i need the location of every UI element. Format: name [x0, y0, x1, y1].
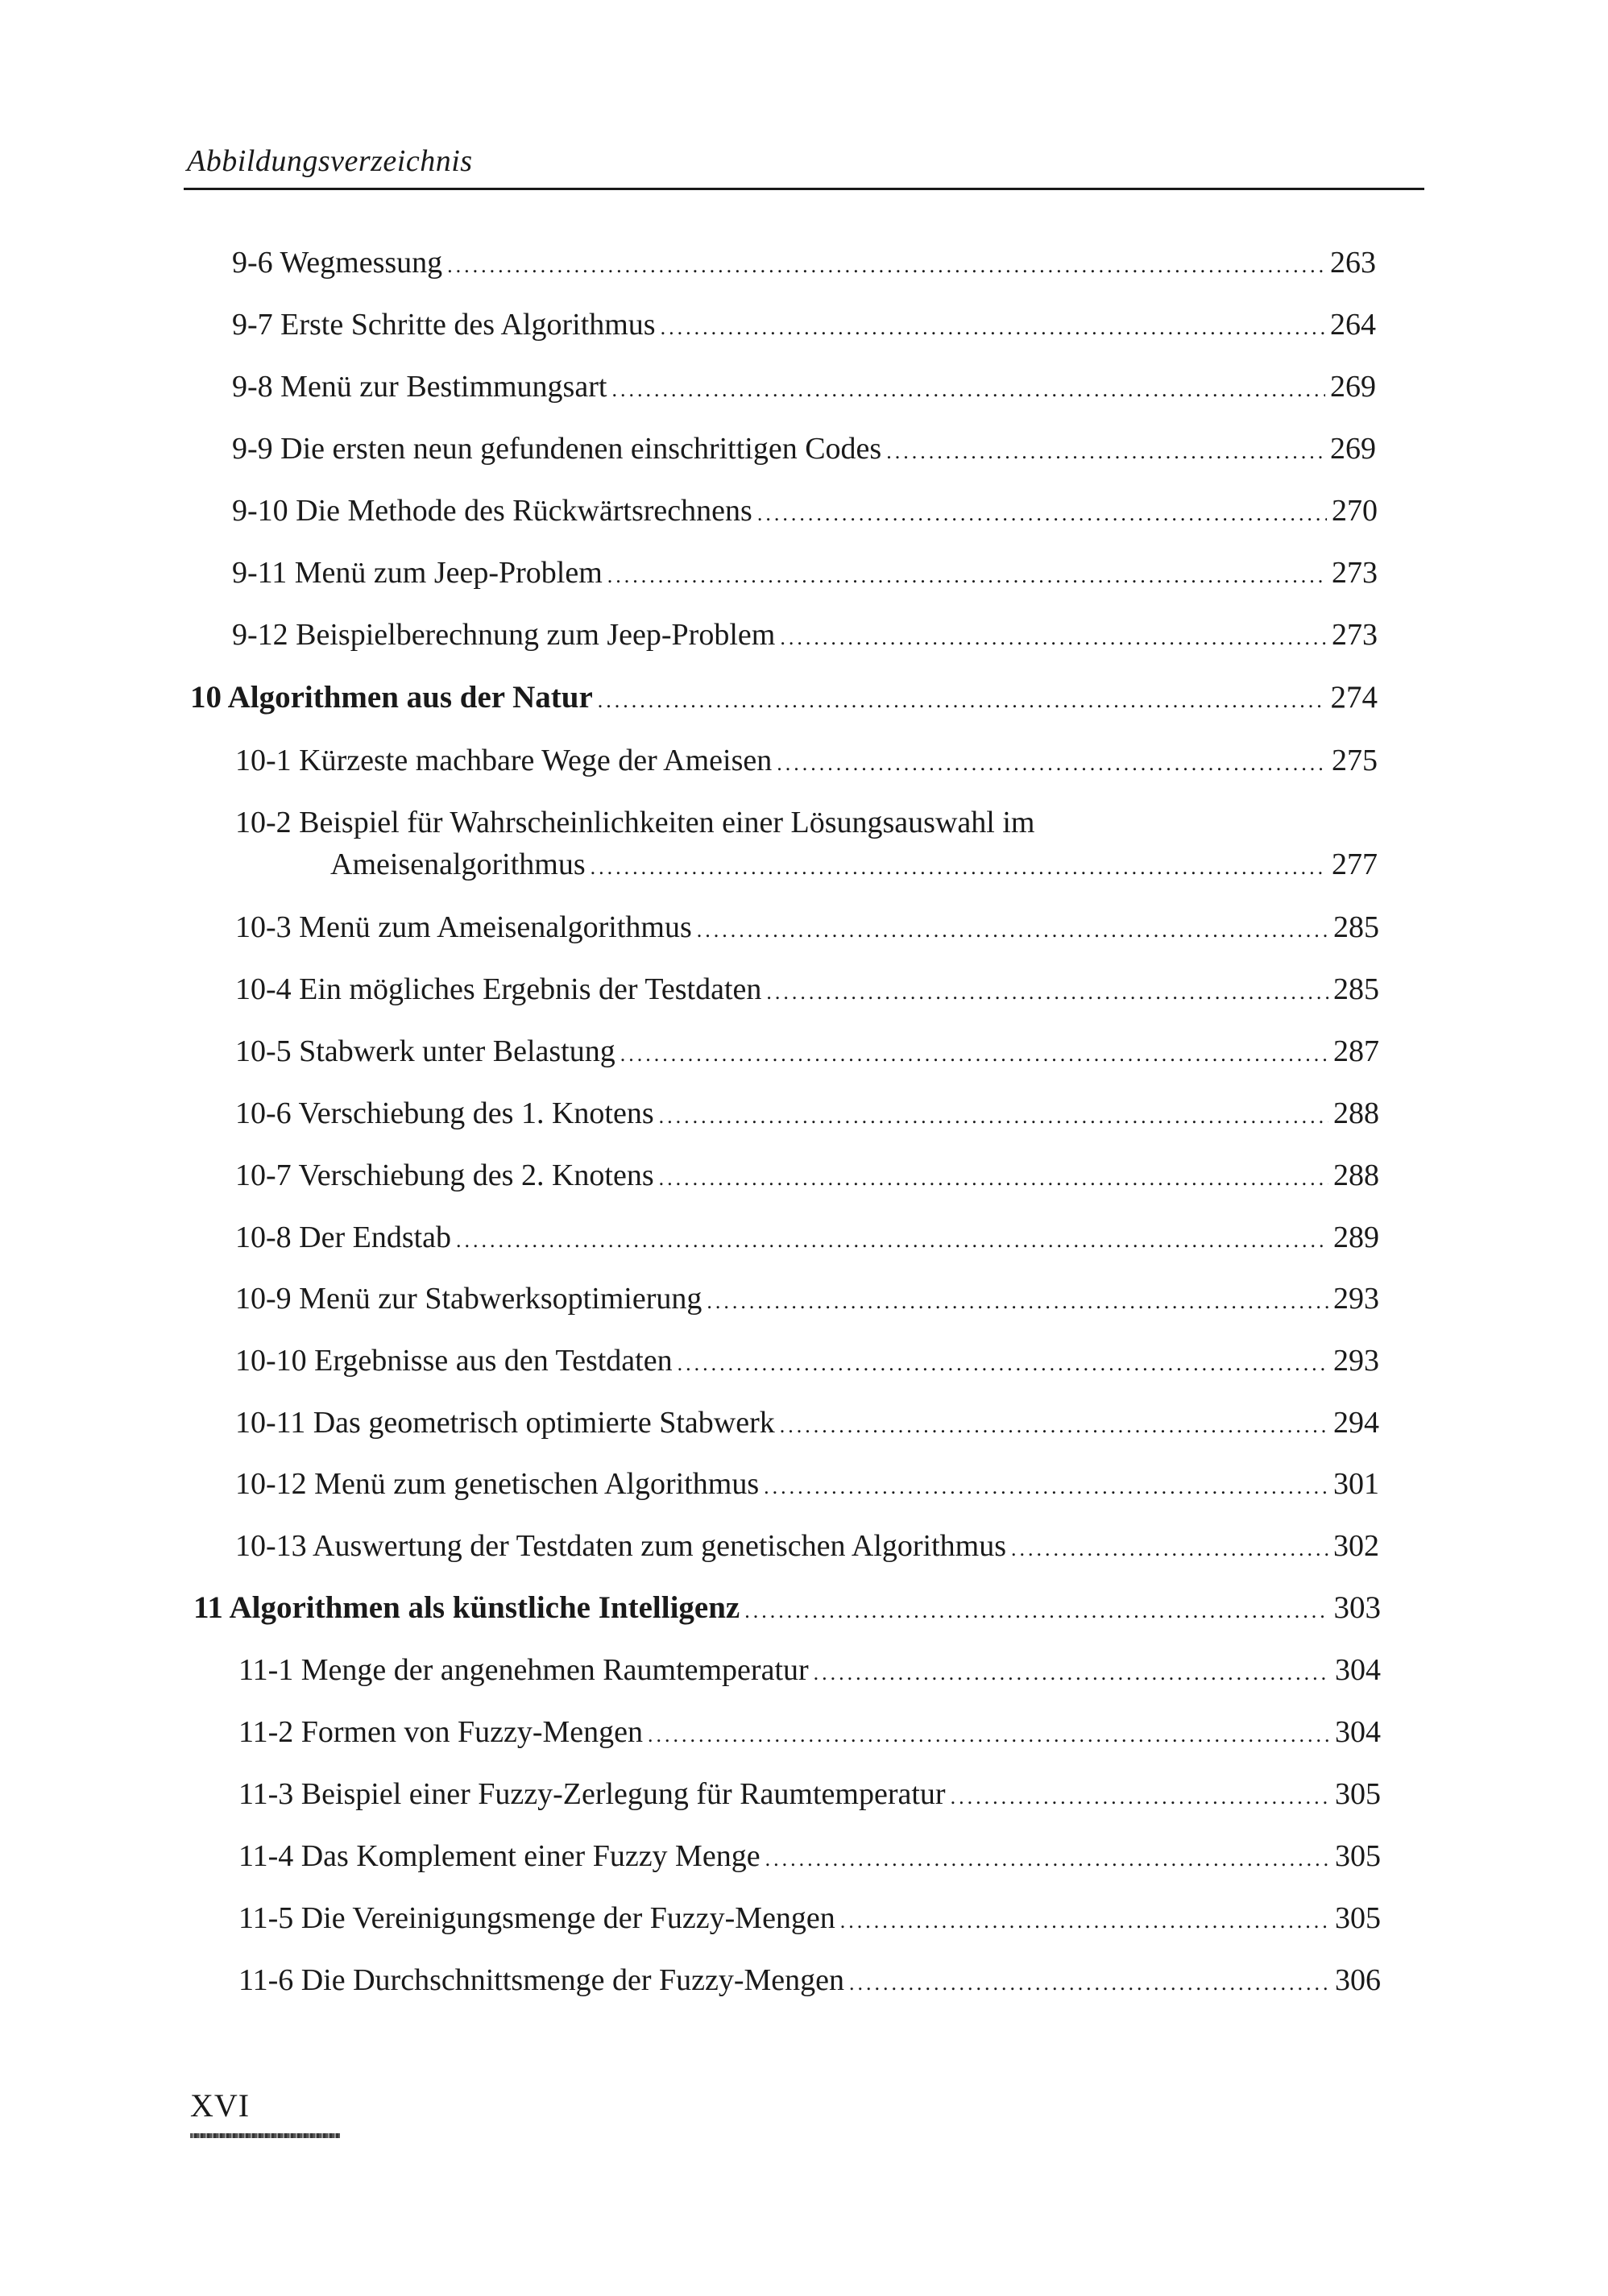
- footer-scan-mark: [190, 2133, 340, 2138]
- entry-page: 305: [1335, 1777, 1381, 1811]
- entry-page: 274: [1330, 680, 1378, 715]
- toc-entry: [232, 553, 1378, 595]
- leader-dots: [840, 1902, 1330, 1941]
- entry-page: 303: [1333, 1590, 1381, 1625]
- toc-entry: [232, 429, 1376, 471]
- entry-page: 293: [1333, 1344, 1379, 1378]
- entry-page: 277: [1332, 848, 1378, 881]
- entry-label-line1: 10-2 Beispiel für Wahrscheinlichkeiten einer Lösungsauswahl im: [235, 806, 1035, 839]
- entry-label: 11-5 Die Vereinigungsmenge der Fuzzy-Mengen: [238, 1901, 835, 1935]
- entry-page: 306: [1335, 1963, 1381, 1997]
- toc-entry: [238, 1651, 1381, 1693]
- leader-dots: [607, 557, 1327, 595]
- entry-page: 305: [1335, 1901, 1381, 1935]
- toc-entry: [235, 908, 1379, 950]
- leader-dots: [611, 371, 1325, 409]
- leader-dots: [849, 1964, 1330, 2003]
- toc-entry: [235, 970, 1379, 1012]
- toc-entry: [232, 491, 1378, 533]
- toc-entry: [232, 367, 1376, 409]
- leader-dots: [744, 1592, 1328, 1631]
- leader-dots: [620, 1035, 1328, 1074]
- entry-label: 10-3 Menü zum Ameisenalgorithmus: [235, 910, 692, 944]
- leader-dots: [659, 1097, 1328, 1136]
- toc-entry: [235, 1094, 1379, 1136]
- entry-label: 10-9 Menü zur Stabwerksoptimierung: [235, 1282, 702, 1316]
- toc-entry: [235, 1218, 1379, 1260]
- leader-dots: [661, 309, 1325, 347]
- toc-entry: [232, 305, 1376, 347]
- entry-page: 264: [1330, 308, 1376, 342]
- toc-entry: [235, 1279, 1379, 1321]
- entry-label: 10-7 Verschiebung des 2. Knotens: [235, 1158, 654, 1192]
- leader-dots: [951, 1778, 1330, 1817]
- entry-page: 273: [1332, 618, 1378, 652]
- entry-label: 10-1 Kürzeste machbare Wege der Ameisen: [235, 744, 773, 777]
- entry-page: 304: [1335, 1653, 1381, 1687]
- leader-dots: [757, 495, 1327, 533]
- chapter-label: 10 Algorithmen aus der Natur: [190, 680, 593, 715]
- entry-page: 269: [1330, 432, 1376, 466]
- leader-dots: [766, 973, 1328, 1012]
- entry-page: 293: [1333, 1282, 1379, 1316]
- toc-entry: [232, 243, 1376, 285]
- toc-entry: [235, 1465, 1379, 1506]
- entry-label: 10-4 Ein mögliches Ergebnis der Testdaten: [235, 972, 762, 1006]
- toc-entry: [238, 1775, 1381, 1817]
- entry-label: 11-3 Beispiel einer Fuzzy-Zerlegung für Raumtemperatur: [238, 1777, 946, 1811]
- toc-chapter-entry: [193, 1589, 1381, 1631]
- footer-page-number: XVI: [190, 2087, 251, 2124]
- entry-page: 289: [1333, 1221, 1379, 1254]
- leader-dots: [814, 1654, 1330, 1693]
- leader-dots: [886, 433, 1325, 471]
- leader-dots: [1011, 1530, 1328, 1569]
- toc-entry: [232, 615, 1378, 657]
- leader-dots: [780, 1407, 1328, 1445]
- toc-entry: [235, 1156, 1379, 1198]
- leader-dots: [591, 848, 1327, 887]
- entry-label: 9-7 Erste Schritte des Algorithmus: [232, 308, 656, 342]
- entry-page: 273: [1332, 556, 1378, 590]
- entry-page: 294: [1333, 1406, 1379, 1440]
- entry-label: 9-10 Die Methode des Rückwärtsrechnens: [232, 494, 752, 528]
- entry-label: 10-8 Der Endstab: [235, 1221, 452, 1254]
- entry-page: 304: [1335, 1715, 1381, 1749]
- entry-page: 302: [1333, 1529, 1379, 1563]
- entry-page: 269: [1330, 370, 1376, 404]
- toc-entry: [235, 1527, 1379, 1569]
- entry-label: 9-12 Beispielberechnung zum Jeep-Problem: [232, 618, 776, 652]
- toc-entry: [238, 1899, 1381, 1941]
- leader-dots: [780, 619, 1327, 657]
- leader-dots: [707, 1283, 1328, 1321]
- leader-dots: [659, 1159, 1328, 1198]
- entry-page: 288: [1333, 1158, 1379, 1192]
- leader-dots: [777, 744, 1327, 783]
- toc-entry: [238, 1961, 1381, 2003]
- entry-page: 285: [1333, 972, 1379, 1006]
- leader-dots: [648, 1716, 1330, 1755]
- header-rule: [184, 188, 1424, 190]
- entry-label: 10-12 Menü zum genetischen Algorithmus: [235, 1467, 760, 1501]
- entry-label: 10-6 Verschiebung des 1. Knotens: [235, 1096, 654, 1130]
- toc-chapter-entry: [190, 678, 1378, 720]
- entry-page: 301: [1333, 1467, 1379, 1501]
- entry-label: 9-6 Wegmessung: [232, 246, 443, 280]
- entry-label: 10-5 Stabwerk unter Belastung: [235, 1034, 615, 1068]
- leader-dots: [456, 1221, 1328, 1260]
- toc-entry-continued: [330, 845, 1378, 887]
- entry-page: 288: [1333, 1096, 1379, 1130]
- leader-dots: [764, 1468, 1328, 1506]
- leader-dots: [678, 1345, 1328, 1383]
- entry-page: 275: [1332, 744, 1378, 777]
- leader-dots: [765, 1840, 1330, 1879]
- entry-label: 10-13 Auswertung der Testdaten zum genetischen Algorithmus: [235, 1529, 1007, 1563]
- leader-dots: [447, 247, 1325, 285]
- chapter-label: 11 Algorithmen als künstliche Intelligenz: [193, 1590, 740, 1625]
- entry-label: 9-9 Die ersten neun gefundenen einschrittigen Codes: [232, 432, 882, 466]
- entry-label: 11-6 Die Durchschnittsmenge der Fuzzy-Mengen: [238, 1963, 845, 1997]
- toc-entry: [238, 1837, 1381, 1879]
- entry-page: 285: [1333, 910, 1379, 944]
- leader-dots: [598, 682, 1326, 720]
- entry-label: 11-4 Das Komplement einer Fuzzy Menge: [238, 1839, 760, 1873]
- entry-label: 9-8 Menü zur Bestimmungsart: [232, 370, 607, 404]
- running-header-title: Abbildungsverzeichnis: [187, 144, 473, 178]
- toc-entry: [235, 1403, 1379, 1445]
- entry-page: 270: [1332, 494, 1378, 528]
- toc-entry: [235, 741, 1378, 783]
- entry-label: 10-11 Das geometrisch optimierte Stabwerk: [235, 1406, 775, 1440]
- entry-page: 287: [1333, 1034, 1379, 1068]
- entry-label: 9-11 Menü zum Jeep-Problem: [232, 556, 603, 590]
- entry-page: 263: [1330, 246, 1376, 280]
- leader-dots: [697, 911, 1328, 950]
- entry-label: 10-10 Ergebnisse aus den Testdaten: [235, 1344, 673, 1378]
- entry-label: 11-1 Menge der angenehmen Raumtemperatur: [238, 1653, 809, 1687]
- entry-page: 305: [1335, 1839, 1381, 1873]
- entry-label: 11-2 Formen von Fuzzy-Mengen: [238, 1715, 643, 1749]
- toc-entry: [235, 1032, 1379, 1074]
- toc-entry: [235, 1341, 1379, 1383]
- toc-entry: [238, 1713, 1381, 1755]
- entry-label-continued: Ameisenalgorithmus: [330, 848, 586, 881]
